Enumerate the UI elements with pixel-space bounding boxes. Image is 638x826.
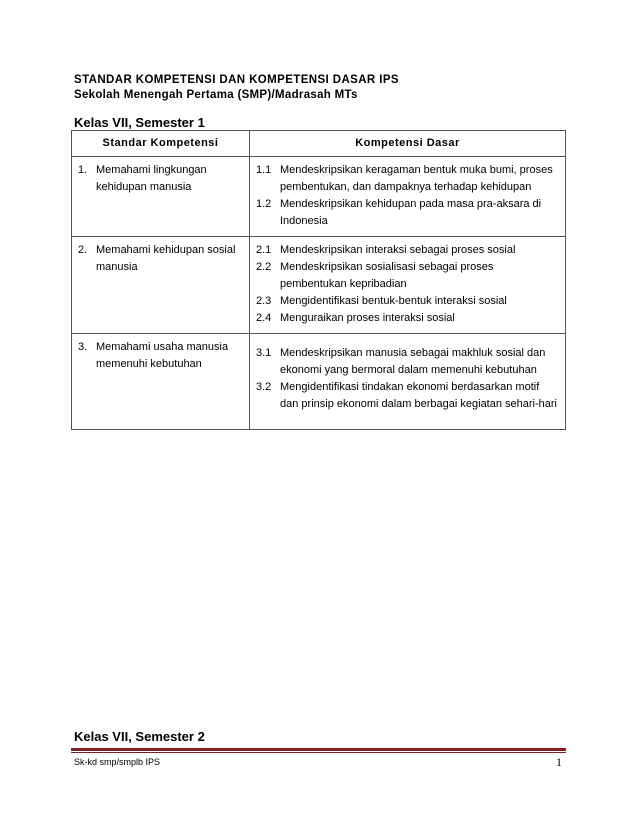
footer-rule-thin (71, 752, 566, 753)
kd-number: 2.1 (256, 244, 272, 256)
kd-item (256, 162, 559, 196)
kd-item (256, 196, 559, 230)
page-number: 1 (556, 755, 562, 769)
competency-table (71, 130, 566, 430)
kd-text: Menguraikan proses interaksi sosial (280, 312, 455, 324)
kd-number: 1.2 (256, 198, 272, 210)
kd-text: Mengidentifikasi tindakan ekonomi berdasarkan motif dan prinsip ekonomi dalam berbagai kegiatan sehari-hari (280, 381, 557, 410)
section-heading-semester-2: Kelas VII, Semester 2 (74, 729, 205, 744)
kd-text: Mendeskripsikan keragaman bentuk muka bumi, proses pembentukan, dan dampaknya terhadap kehidupan (280, 164, 553, 193)
kd-text: Mendeskripsikan interaksi sebagai proses sosial (280, 244, 516, 256)
header-standar-kompetensi: Standar Kompetensi (72, 131, 250, 157)
footer-rule-thick (71, 748, 566, 751)
kd-item (256, 259, 559, 293)
kd-text: Mengidentifikasi bentuk-bentuk interaksi sosial (280, 295, 507, 307)
kd-text: Mendeskripsikan kehidupan pada masa pra-aksara di Indonesia (280, 198, 542, 227)
kd-number: 3.1 (256, 347, 272, 359)
kd-text: Mendeskripsikan sosialisasi sebagai proses pembentukan kepribadian (280, 261, 494, 290)
footer-label: Sk-kd smp/smplb IPS (74, 757, 161, 767)
document-title: STANDAR KOMPETENSI DAN KOMPETENSI DASAR IPS (74, 74, 399, 86)
sk-cell (72, 334, 250, 430)
kd-number: 2.2 (256, 261, 272, 273)
kd-item (256, 379, 559, 413)
kd-item (256, 345, 559, 379)
document-subtitle: Sekolah Menengah Pertama (SMP)/Madrasah MTs (74, 89, 358, 101)
kd-cell (250, 334, 566, 430)
kd-number: 2.4 (256, 312, 272, 324)
kd-item (256, 293, 559, 310)
table-row (72, 334, 566, 430)
kd-number: 1.1 (256, 164, 272, 176)
kd-number: 2.3 (256, 295, 272, 307)
sk-text: Memahami usaha manusia memenuhi kebutuhan (96, 341, 229, 370)
sk-cell (72, 157, 250, 237)
sk-number: 3. (78, 341, 88, 353)
kd-number: 3.2 (256, 381, 272, 393)
kd-cell (250, 157, 566, 237)
sk-text: Memahami kehidupan sosial manusia (96, 244, 236, 273)
sk-number: 2. (78, 244, 88, 256)
footer-rule (71, 748, 566, 753)
sk-number: 1. (78, 164, 88, 176)
sk-text: Memahami lingkungan kehidupan manusia (96, 164, 207, 193)
header-kompetensi-dasar: Kompetensi Dasar (250, 131, 566, 157)
kd-cell (250, 237, 566, 334)
section-heading-semester-1: Kelas VII, Semester 1 (74, 115, 205, 130)
table-row (72, 157, 566, 237)
table-header-row (72, 131, 566, 157)
kd-item (256, 242, 559, 259)
sk-cell (72, 237, 250, 334)
kd-item (256, 310, 559, 327)
kd-text: Mendeskripsikan manusia sebagai makhluk sosial dan ekonomi yang bermoral dalam memenuhi kebutuhan (280, 347, 546, 376)
table-row (72, 237, 566, 334)
